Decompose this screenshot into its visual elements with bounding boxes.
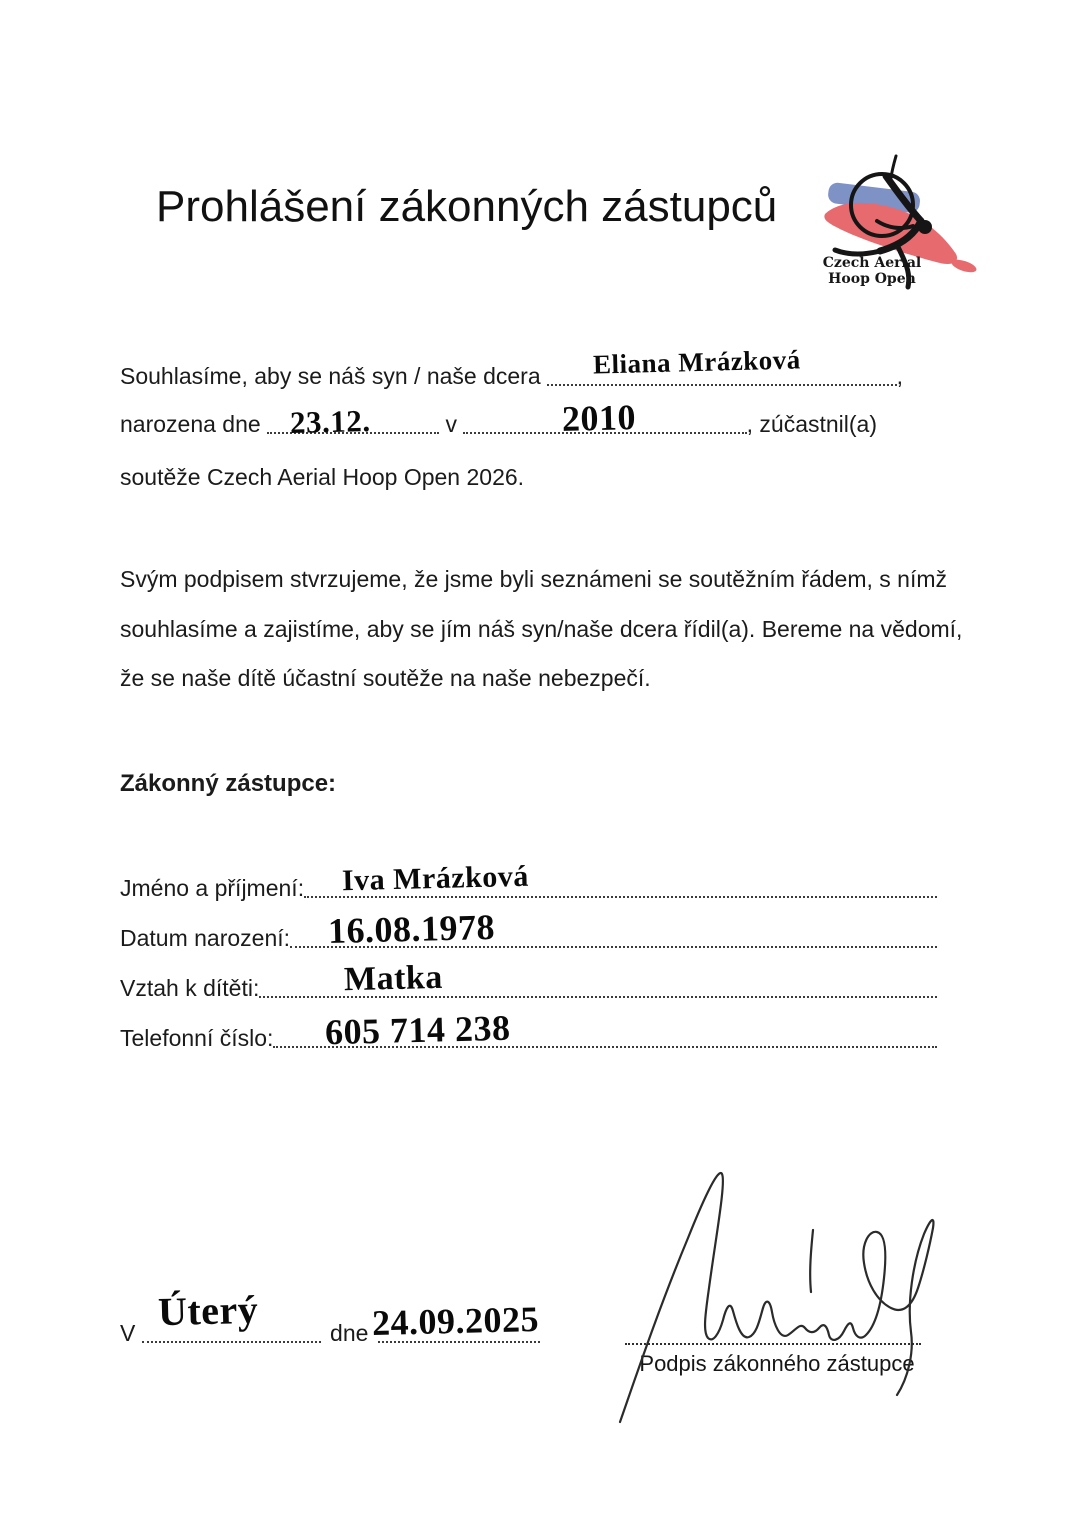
place-prefix-label: V [120, 1320, 136, 1346]
place-handwritten: Úterý [157, 1286, 259, 1335]
field-row-birthdate [120, 923, 937, 953]
child-name-handwritten: Eliana Mrázková [592, 344, 802, 380]
signature-ink-icon [600, 1150, 960, 1440]
place-dotted-line [142, 1341, 321, 1343]
name-field-dotted-line [304, 896, 937, 898]
consent-line-2 [120, 409, 877, 439]
birth-year-handwritten: 2010 [561, 397, 637, 439]
guardian-birthdate-handwritten: 16.08.1978 [327, 906, 496, 952]
birth-day-handwritten: 23.12. [289, 403, 371, 440]
declaration-line-1: Svým podpisem stvrzujeme, že jsme byli seznámeni se soutěžním řádem, s nímž [120, 566, 948, 592]
logo-graphic [812, 150, 1000, 302]
guardian-phone-handwritten: 605 714 238 [324, 1007, 511, 1053]
page-title: Prohlášení zákonných zástupců [156, 182, 778, 231]
consent-line-3: soutěže Czech Aerial Hoop Open 2026. [120, 464, 525, 490]
guardian-section-heading: Zákonný zástupce: [120, 770, 337, 797]
consent-line-2-suffix: , zúčastnil(a) [746, 411, 877, 437]
declaration-line-3: že se naše dítě účastní soutěže na naše nebezpečí. [120, 665, 651, 691]
field-row-phone [120, 1023, 937, 1053]
signature-label: Podpis zákonného zástupce [639, 1351, 915, 1376]
name-field-label: Jméno a příjmení: [120, 875, 305, 901]
czech-aerial-hoop-open-logo [812, 150, 1000, 302]
signature-dotted-line [625, 1343, 921, 1345]
date-handwritten: 24.09.2025 [371, 1298, 540, 1344]
guardian-name-handwritten: Iva Mrázková [341, 859, 530, 898]
relation-field-label: Vztah k dítěti: [120, 975, 260, 1001]
date-prefix-label: dne [330, 1320, 369, 1346]
consent-line-1-text: Souhlasíme, aby se náš syn / naše dcera [120, 363, 548, 389]
guardian-signature [600, 1150, 960, 1440]
child-name-dotted-line [547, 384, 897, 386]
logo-text-line1: Czech Aerial [822, 255, 922, 271]
born-in-label: v [439, 411, 464, 437]
consent-line-1-comma: , [896, 363, 903, 389]
phone-field-label: Telefonní číslo: [120, 1025, 274, 1051]
declaration-line-2: souhlasíme a zajistíme, aby se jím náš syn/naše dcera řídil(a). Bereme na vědomí, [120, 616, 963, 642]
field-row-relation [120, 973, 937, 1003]
birthdate-field-label: Datum narození: [120, 925, 291, 951]
born-on-label: narozena dne [120, 411, 268, 437]
guardian-relation-handwritten: Matka [343, 958, 444, 999]
logo-text-line2: Hoop Open [828, 271, 916, 287]
